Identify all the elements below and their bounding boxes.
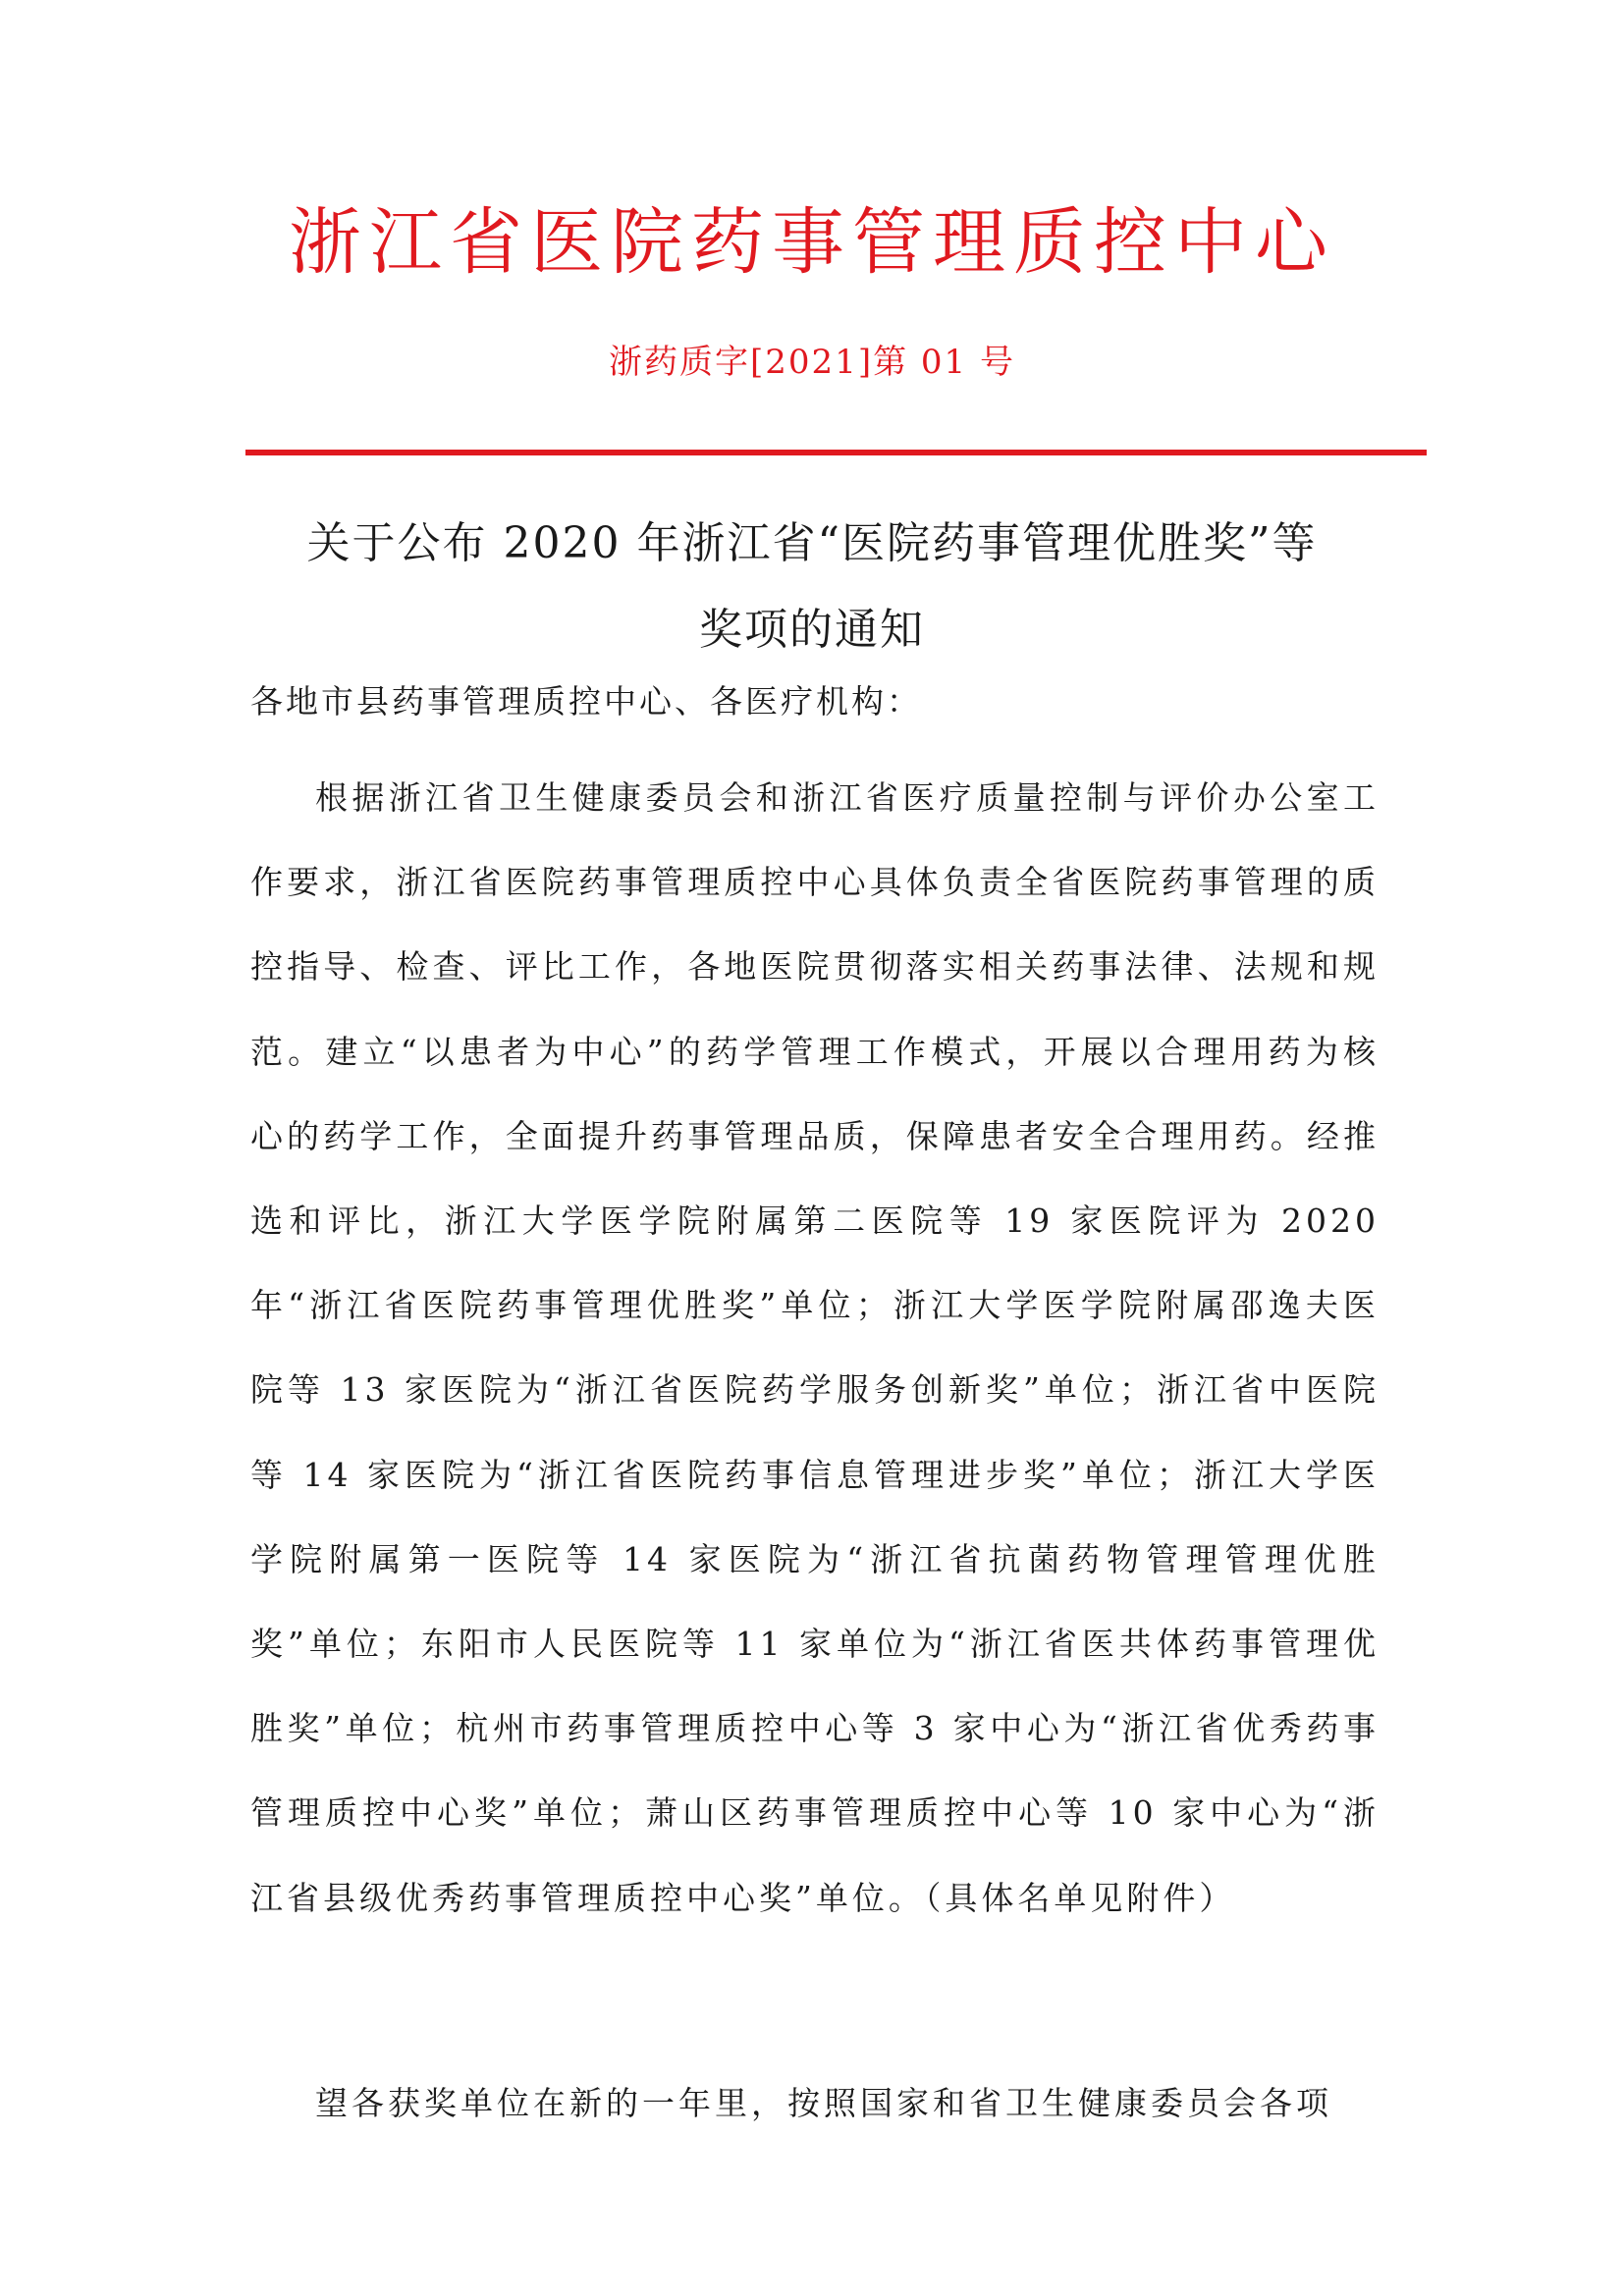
- notice-title-line-1: 关于公布 2020 年浙江省“医院药事管理优胜奖”等: [306, 518, 1318, 568]
- body-paragraph-2: 望各获奖单位在新的一年里，按照国家和省卫生健康委员会各项: [315, 2084, 1332, 2122]
- organization-title: 浙江省医院药事管理质控中心: [289, 200, 1335, 285]
- header-divider: [245, 450, 1427, 455]
- body-paragraph-1: 根据浙江省卫生健康委员会和浙江省医疗质量控制与评价办公室工作要求，浙江省医院药事管理质控中心具体负责全省医院药事管理的质控指导、检查、评比工作，各地医院贯彻落实相关药事法律、法规和规范。建立“以患者为中心”的药学管理工作模式，开展以合理用药为核心的药学工作，全面提升药事管理品质，保障患者安全合理用药。经推选和评比，浙江大学医学院附属第二医院等 19 家医院评为 2020 年“浙江省医院药事管理优胜奖”单位；浙江大学医学院附属邵逸夫医院等 13 家医院为“浙江省医院药学服务创新奖”单位；浙江省中医院等 14 家医院为“浙江省医院药事信息管理进步奖”单位；浙江大学医学院附属第一医院等 14 家医院为“浙江省抗菌药物管理管理优胜奖”单位；东阳市人民医院等 11 家单位为“浙江省医共体药事管理优胜奖”单位；杭州市药事管理质控中心等 3 家中心为“浙江省优秀药事管理质控中心奖”单位；萧山区药事管理质控中心等 10 家中心为“浙江省县级优秀药事管理质控中心奖”单位。（具体名单见附件）: [250, 778, 1380, 1917]
- notice-title-line-2: 奖项的通知: [699, 605, 925, 655]
- addressee: 各地市县药事管理质控中心、各医疗机构：: [250, 682, 922, 721]
- document-number: 浙药质字[2021]第 01 号: [609, 343, 1015, 382]
- notice-title: [196, 501, 1428, 673]
